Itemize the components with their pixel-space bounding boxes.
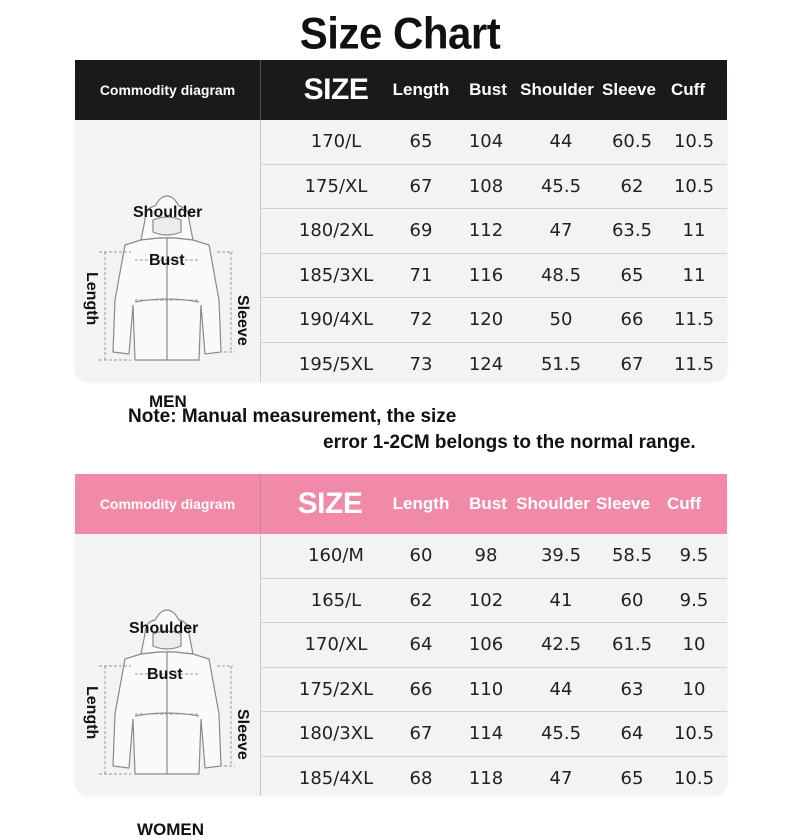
- men-label: MEN: [149, 392, 187, 411]
- diagram-bust-label: Bust: [149, 252, 185, 269]
- women-table-header: [75, 474, 727, 534]
- size-cell: 165/L: [310, 589, 362, 611]
- women-table-body: [261, 534, 727, 801]
- note-line-2: error 1-2CM belongs to the normal range.: [323, 432, 696, 453]
- sleeve-cell: 63.5: [611, 220, 653, 242]
- size-cell: 195/5XL: [298, 353, 374, 375]
- sleeve-cell: 65: [620, 767, 644, 789]
- header-sleeve: Sleeve: [602, 80, 656, 99]
- header-size: SIZE: [303, 73, 369, 106]
- size-cell: 190/4XL: [298, 309, 374, 331]
- table-row: [261, 712, 727, 757]
- bust-cell: 98: [474, 545, 498, 566]
- size-cell: 160/M: [308, 545, 364, 566]
- table-row: [261, 209, 727, 254]
- men-table-header: [75, 60, 727, 120]
- table-row: [261, 343, 727, 387]
- size-cell: 170/XL: [304, 634, 368, 656]
- sleeve-cell: 61.5: [611, 634, 653, 656]
- bust-cell: 124: [468, 353, 504, 375]
- bust-cell: 102: [468, 589, 504, 611]
- shoulder-cell: 45.5: [540, 175, 582, 197]
- cuff-cell: 10: [682, 634, 706, 656]
- bust-cell: 104: [468, 131, 504, 152]
- bust-cell: 110: [468, 678, 504, 700]
- sleeve-cell: 58.5: [611, 545, 653, 566]
- header-cuff: Cuff: [667, 494, 701, 513]
- note-line-1: Note: Manual measurement, the size: [128, 406, 457, 427]
- shoulder-cell: 39.5: [540, 545, 582, 566]
- length-cell: 68: [409, 767, 433, 789]
- length-cell: 62: [409, 589, 433, 611]
- header-shoulder: Shoulder: [516, 494, 590, 513]
- bust-cell: 108: [468, 175, 504, 197]
- sleeve-cell: 60: [620, 589, 644, 611]
- women-label: WOMEN: [137, 820, 205, 839]
- cuff-cell: 11: [682, 220, 706, 242]
- header-divider: [260, 474, 261, 534]
- bust-cell: 120: [468, 309, 504, 331]
- length-cell: 60: [409, 545, 433, 566]
- header-divider: [260, 60, 261, 120]
- sleeve-cell: 60.5: [611, 131, 653, 152]
- cuff-cell: 10.5: [673, 723, 715, 745]
- length-cell: 67: [409, 723, 433, 745]
- diagram-length-label: Length: [83, 686, 100, 740]
- sleeve-cell: 64: [620, 723, 644, 745]
- size-cell: 180/3XL: [298, 723, 374, 745]
- cuff-cell: 10.5: [673, 767, 715, 789]
- bust-cell: 106: [468, 634, 504, 656]
- diagram-sleeve-label: Sleeve: [234, 295, 251, 346]
- table-row: [261, 668, 727, 713]
- length-cell: 71: [409, 264, 433, 286]
- table-row: [261, 534, 727, 579]
- diagram-shoulder-label: Shoulder: [129, 620, 199, 637]
- header-commodity-diagram: Commodity diagram: [99, 82, 236, 98]
- cuff-cell: 10: [682, 678, 706, 700]
- size-cell: 180/2XL: [298, 220, 374, 242]
- length-cell: 72: [409, 309, 433, 331]
- size-cell: 185/3XL: [298, 264, 374, 286]
- bust-cell: 114: [468, 723, 504, 745]
- header-sleeve: Sleeve: [596, 494, 650, 513]
- bust-cell: 118: [468, 767, 504, 789]
- bust-cell: 112: [468, 220, 504, 242]
- table-row: [261, 120, 727, 165]
- shoulder-cell: 48.5: [540, 264, 582, 286]
- diagram-bust-label: Bust: [147, 666, 183, 683]
- cuff-cell: 11.5: [673, 309, 715, 331]
- header-bust: Bust: [469, 80, 507, 99]
- women-jacket-diagram: [75, 534, 261, 839]
- shoulder-cell: 51.5: [540, 353, 582, 375]
- sleeve-cell: 65: [620, 264, 644, 286]
- length-cell: 73: [409, 353, 433, 375]
- shoulder-cell: 50: [549, 309, 573, 331]
- shoulder-cell: 44: [549, 131, 573, 152]
- shoulder-cell: 47: [549, 767, 573, 789]
- header-length: Length: [392, 80, 450, 99]
- cuff-cell: 10.5: [673, 131, 715, 152]
- shoulder-cell: 41: [549, 589, 573, 611]
- size-cell: 170/L: [310, 131, 362, 152]
- header-size: SIZE: [297, 487, 363, 520]
- women-size-table: [75, 474, 727, 839]
- page-title: Size Chart: [299, 8, 501, 59]
- length-cell: 65: [409, 131, 433, 152]
- men-table-body: [261, 120, 727, 387]
- shoulder-cell: 45.5: [540, 723, 582, 745]
- cuff-cell: 11: [682, 264, 706, 286]
- diagram-shoulder-label: Shoulder: [133, 204, 203, 221]
- header-shoulder: Shoulder: [520, 80, 594, 99]
- length-cell: 67: [409, 175, 433, 197]
- diagram-sleeve-label: Sleeve: [234, 709, 251, 760]
- bust-cell: 116: [468, 264, 504, 286]
- shoulder-cell: 42.5: [540, 634, 582, 656]
- men-size-table: [75, 60, 727, 411]
- size-cell: 175/XL: [304, 175, 368, 197]
- cuff-cell: 9.5: [679, 545, 709, 566]
- shoulder-cell: 44: [549, 678, 573, 700]
- header-bust: Bust: [469, 494, 507, 513]
- sleeve-cell: 63: [620, 678, 644, 700]
- table-row: [261, 757, 727, 801]
- size-cell: 185/4XL: [298, 767, 374, 789]
- header-commodity-diagram: Commodity diagram: [99, 496, 236, 512]
- table-row: [261, 254, 727, 299]
- table-row: [261, 298, 727, 343]
- cuff-cell: 11.5: [673, 353, 715, 375]
- length-cell: 69: [409, 220, 433, 242]
- cuff-cell: 9.5: [679, 589, 709, 611]
- table-row: [261, 579, 727, 624]
- size-cell: 175/2XL: [298, 678, 374, 700]
- diagram-length-label: Length: [83, 272, 100, 326]
- sleeve-cell: 62: [620, 175, 644, 197]
- header-length: Length: [392, 494, 450, 513]
- length-cell: 64: [409, 634, 433, 656]
- cuff-cell: 10.5: [673, 175, 715, 197]
- sleeve-cell: 67: [620, 353, 644, 375]
- table-row: [261, 165, 727, 210]
- header-cuff: Cuff: [671, 80, 705, 99]
- shoulder-cell: 47: [549, 220, 573, 242]
- sleeve-cell: 66: [620, 309, 644, 331]
- table-row: [261, 623, 727, 668]
- men-jacket-diagram: [75, 120, 261, 411]
- length-cell: 66: [409, 678, 433, 700]
